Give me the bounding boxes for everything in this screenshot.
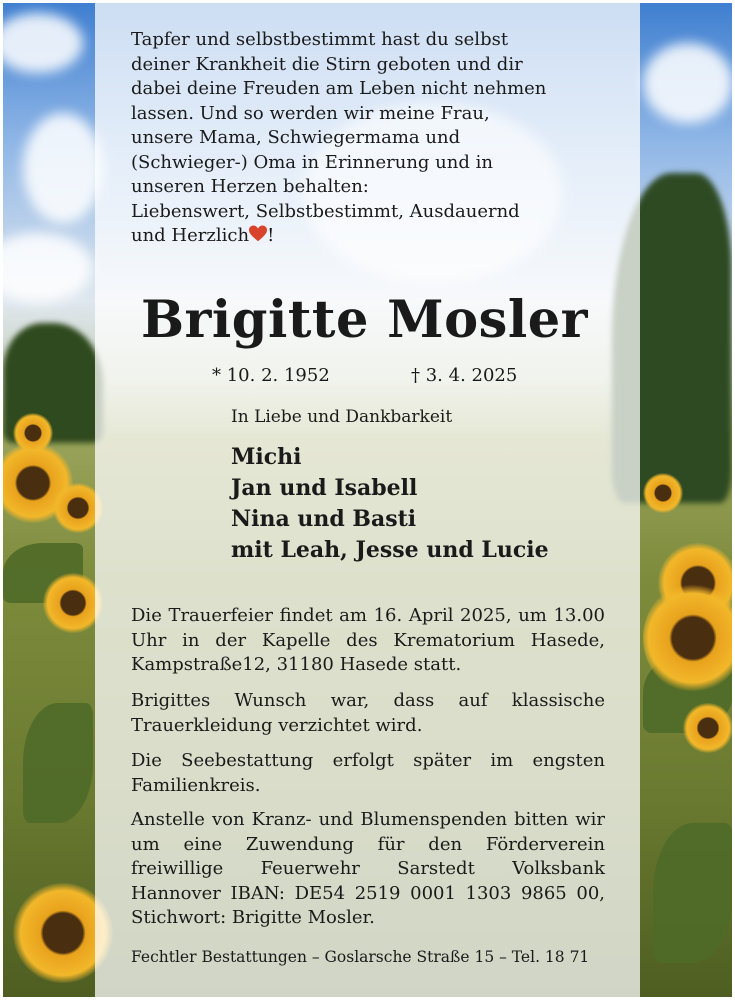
donation-notice: Anstelle von Kranz- und Blumenspenden bitten wir um eine Zuwendung für den Förderverein freiwillige Feuerwehr Sarstedt Volksbank Hannover IBAN: DE54 2519 0001 1303 9865 00, Stichwort: Brigitte Mosler. xyxy=(131,809,605,928)
sunflower xyxy=(643,473,683,513)
sunflower xyxy=(13,413,53,453)
cloud xyxy=(643,43,732,123)
mourner-name: Jan und Isabell xyxy=(231,475,418,501)
leaf xyxy=(23,703,93,823)
cloud xyxy=(3,233,93,303)
undertaker-footer: Fechtler Bestattungen – Goslarsche Straße 15 – Tel. 18 71 xyxy=(131,948,590,966)
burial-notice: Die Seebestattung erfolgt später im engsten Familienkreis. xyxy=(131,750,605,796)
poem-line: Liebenswert, Selbstbestimmt, Ausdauernd xyxy=(131,200,520,222)
sunflower xyxy=(43,573,103,633)
poem-last-text: und Herzlich xyxy=(131,225,250,246)
cloud xyxy=(23,113,103,223)
poem-line: (Schwieger-) Oma in Erinnerung und in xyxy=(131,151,493,173)
poem-last-punct: ! xyxy=(267,225,275,246)
funeral-notice: Die Trauerfeier findet am 16. April 2025, um 13.00 Uhr in der Kapelle des Krematorium Hasede, Kampstraße12, 31180 Hasede statt. xyxy=(131,605,605,675)
poem-line: Tapfer und selbstbestimmt hast du selbst xyxy=(131,29,509,50)
death-date: † 3. 4. 2025 xyxy=(411,365,518,386)
mourner-name: Michi xyxy=(231,444,302,470)
poem-line xyxy=(131,225,274,246)
mourner-name: mit Leah, Jesse und Lucie xyxy=(231,537,549,563)
sunflower xyxy=(643,583,732,693)
deceased-name: Brigitte Mosler xyxy=(140,290,589,350)
poem xyxy=(131,28,601,249)
heart-icon xyxy=(249,225,267,243)
mourners-intro: In Liebe und Dankbarkeit xyxy=(231,407,453,427)
birth-date: * 10. 2. 1952 xyxy=(212,365,330,386)
cloud xyxy=(3,13,83,73)
poem-line: lassen. Und so werden wir meine Frau, xyxy=(131,102,490,124)
poem-line: deiner Krankheit die Stirn geboten und dir xyxy=(131,53,523,75)
sunflower xyxy=(683,703,732,753)
mourner-name: Nina und Basti xyxy=(231,506,417,532)
poem-line: unsere Mama, Schwiegermama und xyxy=(131,127,461,148)
poem-line: dabei deine Freuden am Leben nicht nehmen xyxy=(131,78,547,99)
poem-line: unseren Herzen behalten: xyxy=(131,176,369,197)
leaf xyxy=(653,823,732,963)
mourners-list xyxy=(231,442,549,566)
dress-notice: Brigittes Wunsch war, dass auf klassische Trauerkleidung verzichtet wird. xyxy=(131,690,605,736)
